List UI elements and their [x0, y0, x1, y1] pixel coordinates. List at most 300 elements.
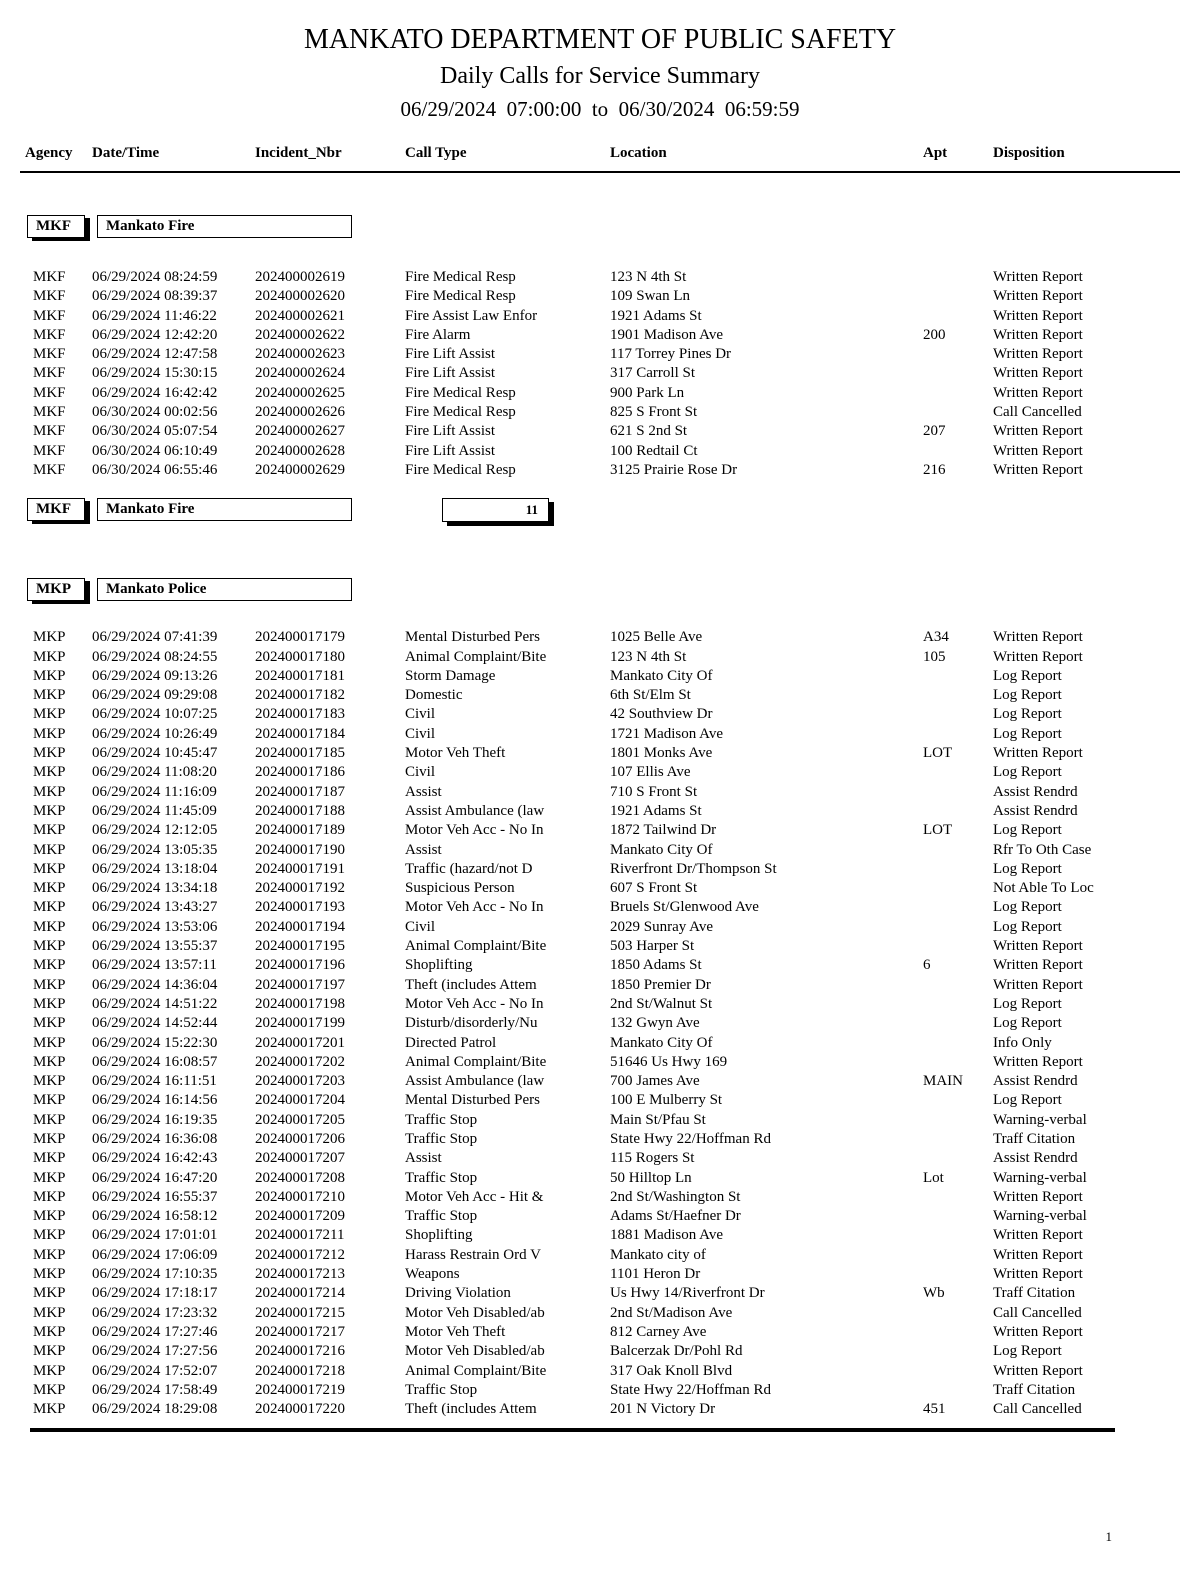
- cell-location: 1721 Madison Ave: [610, 725, 724, 742]
- cell-disposition: Written Report: [993, 442, 1083, 459]
- header-rule: [20, 171, 1180, 173]
- cell-agency: MKF: [33, 384, 66, 401]
- cell-apt: [923, 802, 993, 821]
- call-row: [33, 628, 1200, 647]
- cell-incident-nbr: 202400017188: [255, 802, 345, 819]
- cell-agency: MKF: [33, 365, 66, 382]
- cell-disposition: Rfr To Oth Case: [993, 841, 1092, 858]
- cell-agency: MKF: [33, 346, 66, 363]
- cell-apt: [923, 1362, 993, 1381]
- cell-agency: MKP: [33, 1092, 66, 1109]
- cell-apt: [923, 1304, 993, 1323]
- cell-datetime: 06/29/2024 12:12:05: [92, 822, 218, 839]
- cell-datetime: 06/29/2024 15:22:30: [92, 1034, 218, 1051]
- call-row: [33, 307, 1200, 326]
- cell-agency: MKP: [33, 995, 66, 1012]
- cell-disposition: Log Report: [993, 764, 1062, 781]
- cell-location: 2nd St/Washington St: [610, 1188, 741, 1205]
- cell-datetime: 06/29/2024 13:18:04: [92, 860, 218, 877]
- cell-disposition: Traff Citation: [993, 1285, 1076, 1302]
- cell-disposition: Info Only: [993, 1034, 1052, 1051]
- cell-apt: Lot: [923, 1169, 944, 1186]
- cell-location: Mankato City Of: [610, 841, 713, 858]
- cell-apt: 6: [923, 957, 931, 974]
- column-header-datetime: Date/Time: [92, 145, 160, 161]
- cell-agency: MKF: [33, 288, 66, 305]
- cell-apt: [923, 1342, 993, 1361]
- cell-incident-nbr: 202400017209: [255, 1208, 345, 1225]
- cell-call-type: Motor Veh Acc - No In: [405, 822, 544, 839]
- cell-agency: MKP: [33, 725, 66, 742]
- cell-incident-nbr: 202400017182: [255, 687, 345, 704]
- cell-location: 812 Carney Ave: [610, 1323, 707, 1340]
- cell-incident-nbr: 202400017190: [255, 841, 345, 858]
- cell-apt: [923, 898, 993, 917]
- cell-incident-nbr: 202400017218: [255, 1362, 345, 1379]
- cell-incident-nbr: 202400017203: [255, 1073, 345, 1090]
- cell-disposition: Written Report: [993, 423, 1083, 440]
- cell-call-type: Traffic Stop: [405, 1381, 478, 1398]
- cell-datetime: 06/29/2024 17:01:01: [92, 1227, 218, 1244]
- cell-agency: MKP: [33, 1073, 66, 1090]
- cell-call-type: Fire Medical Resp: [405, 269, 516, 285]
- cell-disposition: Call Cancelled: [993, 1304, 1082, 1321]
- call-row: [33, 821, 1200, 840]
- cell-disposition: Written Report: [993, 1246, 1083, 1263]
- cell-call-type: Fire Medical Resp: [405, 404, 516, 421]
- cell-datetime: 06/29/2024 13:55:37: [92, 938, 218, 955]
- call-row: [33, 976, 1200, 995]
- cell-datetime: 06/29/2024 16:47:20: [92, 1169, 218, 1186]
- cell-agency: MKP: [33, 899, 66, 916]
- cell-datetime: 06/29/2024 17:27:56: [92, 1343, 218, 1360]
- cell-apt: [923, 976, 993, 995]
- cell-location: State Hwy 22/Hoffman Rd: [610, 1130, 771, 1147]
- cell-agency: MKF: [33, 423, 66, 440]
- call-row: [33, 1014, 1200, 1033]
- cell-apt: [923, 783, 993, 802]
- cell-apt: [923, 705, 993, 724]
- cell-datetime: 06/29/2024 16:08:57: [92, 1053, 218, 1070]
- cell-incident-nbr: 202400002625: [255, 384, 345, 401]
- cell-disposition: Written Report: [993, 1362, 1083, 1379]
- column-header-call-type: Call Type: [405, 145, 467, 161]
- cell-call-type: Fire Lift Assist: [405, 346, 496, 363]
- cell-datetime: 06/30/2024 00:02:56: [92, 404, 218, 421]
- cell-incident-nbr: 202400017195: [255, 938, 345, 955]
- cell-datetime: 06/29/2024 11:45:09: [92, 802, 217, 819]
- cell-call-type: Motor Veh Disabled/ab: [405, 1304, 545, 1321]
- page-number: 1: [1105, 1529, 1112, 1544]
- cell-datetime: 06/29/2024 17:27:46: [92, 1323, 218, 1340]
- cell-disposition: Written Report: [993, 1266, 1083, 1283]
- call-row: [33, 744, 1200, 763]
- cell-agency: MKP: [33, 918, 66, 935]
- cell-call-type: Driving Violation: [405, 1285, 511, 1302]
- cell-agency: MKP: [33, 1381, 66, 1398]
- cell-disposition: Log Report: [993, 706, 1062, 723]
- cell-datetime: 06/29/2024 09:13:26: [92, 667, 218, 684]
- column-header-agency: Agency: [25, 145, 73, 161]
- cell-apt: 200: [923, 326, 946, 343]
- call-row: [33, 1381, 1200, 1400]
- cell-agency: MKP: [33, 841, 66, 858]
- cell-disposition: Written Report: [993, 976, 1083, 993]
- cell-location: 317 Carroll St: [610, 365, 695, 382]
- cell-disposition: Written Report: [993, 648, 1083, 665]
- cell-incident-nbr: 202400002622: [255, 326, 345, 343]
- cell-call-type: Assist Ambulance (law: [405, 1073, 545, 1090]
- cell-incident-nbr: 202400002626: [255, 404, 345, 421]
- cell-disposition: Log Report: [993, 822, 1062, 839]
- call-row: [33, 1149, 1200, 1168]
- cell-agency: MKP: [33, 1111, 66, 1128]
- cell-call-type: Assist: [405, 783, 442, 800]
- sections-container: [0, 215, 1200, 1419]
- cell-apt: [923, 725, 993, 744]
- bottom-rule: [30, 1428, 1115, 1432]
- call-row: [33, 364, 1200, 383]
- cell-location: 115 Rogers St: [610, 1150, 695, 1167]
- cell-agency: MKP: [33, 860, 66, 877]
- cell-agency: MKP: [33, 745, 66, 762]
- cell-disposition: Log Report: [993, 899, 1062, 916]
- cell-incident-nbr: 202400017207: [255, 1150, 345, 1167]
- cell-apt: [923, 364, 993, 383]
- cell-apt: [923, 841, 993, 860]
- cell-apt: 451: [923, 1401, 946, 1418]
- cell-apt: [923, 1381, 993, 1400]
- cell-agency: MKP: [33, 648, 66, 665]
- cell-apt: [923, 1053, 993, 1072]
- cell-agency: MKP: [33, 1015, 66, 1032]
- cell-call-type: Fire Medical Resp: [405, 288, 516, 305]
- cell-datetime: 06/29/2024 17:52:07: [92, 1362, 218, 1379]
- section-footer-bar: [27, 498, 1200, 522]
- cell-datetime: 06/29/2024 16:42:42: [92, 384, 218, 401]
- cell-agency: MKF: [33, 461, 66, 478]
- cell-incident-nbr: 202400017194: [255, 918, 345, 935]
- cell-apt: [923, 307, 993, 326]
- cell-call-type: Assist Ambulance (law: [405, 802, 545, 819]
- cell-disposition: Warning-verbal: [993, 1208, 1087, 1225]
- cell-disposition: Written Report: [993, 745, 1083, 762]
- cell-apt: [923, 268, 993, 287]
- cell-agency: MKP: [33, 1343, 66, 1360]
- cell-agency: MKP: [33, 1401, 66, 1418]
- cell-call-type: Assist: [405, 1150, 442, 1167]
- cell-apt: [923, 937, 993, 956]
- cell-location: 51646 Us Hwy 169: [610, 1053, 728, 1070]
- cell-call-type: Theft (includes Attem: [405, 976, 537, 993]
- cell-call-type: Theft (includes Attem: [405, 1401, 537, 1418]
- cell-call-type: Traffic Stop: [405, 1169, 478, 1186]
- cell-incident-nbr: 202400017217: [255, 1323, 345, 1340]
- call-row: [33, 918, 1200, 937]
- cell-datetime: 06/30/2024 05:07:54: [92, 423, 218, 440]
- cell-call-type: Shoplifting: [405, 957, 473, 974]
- cell-disposition: Not Able To Loc: [993, 880, 1094, 897]
- cell-apt: LOT: [923, 822, 953, 839]
- cell-agency: MKP: [33, 802, 66, 819]
- cell-location: Main St/Pfau St: [610, 1111, 706, 1128]
- cell-apt: LOT: [923, 745, 953, 762]
- cell-disposition: Log Report: [993, 995, 1062, 1012]
- cell-location: Adams St/Haefner Dr: [610, 1208, 741, 1225]
- cell-disposition: Call Cancelled: [993, 404, 1082, 421]
- cell-datetime: 06/29/2024 13:34:18: [92, 880, 218, 897]
- call-row: [33, 326, 1200, 345]
- cell-call-type: Assist: [405, 841, 442, 858]
- cell-agency: MKP: [33, 764, 66, 781]
- cell-agency: MKF: [33, 269, 66, 285]
- cell-call-type: Animal Complaint/Bite: [405, 1053, 547, 1070]
- cell-disposition: Written Report: [993, 269, 1083, 285]
- section-name-box: Mankato Fire: [97, 498, 352, 521]
- cell-datetime: 06/29/2024 17:10:35: [92, 1266, 218, 1283]
- cell-apt: 216: [923, 461, 946, 478]
- cell-location: 1025 Belle Ave: [610, 629, 703, 646]
- call-row: [33, 841, 1200, 860]
- column-header-disposition: Disposition: [993, 145, 1065, 161]
- cell-call-type: Disturb/disorderly/Nu: [405, 1015, 538, 1032]
- call-row: [33, 1188, 1200, 1207]
- call-row: [33, 1226, 1200, 1245]
- column-headers-row: [25, 144, 1200, 163]
- cell-call-type: Shoplifting: [405, 1227, 473, 1244]
- cell-agency: MKP: [33, 880, 66, 897]
- cell-location: 1850 Adams St: [610, 957, 702, 974]
- cell-call-type: Motor Veh Acc - Hit &: [405, 1188, 544, 1205]
- cell-location: 123 N 4th St: [610, 269, 687, 285]
- cell-disposition: Written Report: [993, 938, 1083, 955]
- cell-incident-nbr: 202400017199: [255, 1015, 345, 1032]
- cell-datetime: 06/29/2024 13:43:27: [92, 899, 218, 916]
- cell-disposition: Warning-verbal: [993, 1111, 1087, 1128]
- cell-location: 107 Ellis Ave: [610, 764, 691, 781]
- document-page: [0, 24, 1200, 1544]
- section-mkf: [0, 215, 1200, 522]
- cell-agency: MKP: [33, 667, 66, 684]
- cell-call-type: Suspicious Person: [405, 880, 515, 897]
- cell-location: Bruels St/Glenwood Ave: [610, 899, 759, 916]
- cell-agency: MKP: [33, 1266, 66, 1283]
- cell-incident-nbr: 202400017197: [255, 976, 345, 993]
- cell-disposition: Log Report: [993, 1092, 1062, 1109]
- cell-agency: MKP: [33, 1188, 66, 1205]
- cell-datetime: 06/29/2024 16:19:35: [92, 1111, 218, 1128]
- cell-location: Mankato City Of: [610, 1034, 713, 1051]
- section-name-box: Mankato Police: [97, 578, 352, 601]
- cell-agency: MKP: [33, 1227, 66, 1244]
- cell-disposition: Written Report: [993, 957, 1083, 974]
- cell-agency: MKF: [33, 442, 66, 459]
- cell-agency: MKP: [33, 822, 66, 839]
- cell-incident-nbr: 202400002629: [255, 461, 345, 478]
- cell-apt: Wb: [923, 1285, 945, 1302]
- cell-disposition: Written Report: [993, 288, 1083, 305]
- cell-call-type: Mental Disturbed Pers: [405, 1092, 540, 1109]
- cell-incident-nbr: 202400017206: [255, 1130, 345, 1147]
- call-row: [33, 802, 1200, 821]
- cell-location: 710 S Front St: [610, 783, 698, 800]
- call-row: [33, 403, 1200, 422]
- cell-apt: [923, 879, 993, 898]
- cell-datetime: 06/29/2024 12:47:58: [92, 346, 218, 363]
- cell-datetime: 06/29/2024 15:30:15: [92, 365, 218, 382]
- cell-call-type: Motor Veh Theft: [405, 745, 506, 762]
- cell-apt: [923, 287, 993, 306]
- cell-disposition: Assist Rendrd: [993, 802, 1078, 819]
- call-row: [33, 1265, 1200, 1284]
- cell-agency: MKF: [33, 326, 66, 343]
- column-header-incident-nbr: Incident_Nbr: [255, 145, 342, 161]
- cell-location: 2nd St/Walnut St: [610, 995, 713, 1012]
- call-row: [33, 1323, 1200, 1342]
- call-row: [33, 268, 1200, 287]
- cell-incident-nbr: 202400017193: [255, 899, 345, 916]
- cell-apt: [923, 442, 993, 461]
- cell-datetime: 06/30/2024 06:10:49: [92, 442, 218, 459]
- call-row: [33, 783, 1200, 802]
- cell-location: 3125 Prairie Rose Dr: [610, 461, 738, 478]
- cell-incident-nbr: 202400017196: [255, 957, 345, 974]
- cell-disposition: Written Report: [993, 1188, 1083, 1205]
- cell-disposition: Assist Rendrd: [993, 1073, 1078, 1090]
- section-mkp: [0, 578, 1200, 1419]
- cell-call-type: Civil: [405, 764, 436, 781]
- cell-call-type: Animal Complaint/Bite: [405, 1362, 547, 1379]
- cell-disposition: Written Report: [993, 346, 1083, 363]
- cell-call-type: Animal Complaint/Bite: [405, 938, 547, 955]
- cell-call-type: Civil: [405, 706, 436, 723]
- call-row: [33, 763, 1200, 782]
- cell-agency: MKP: [33, 1323, 66, 1340]
- call-row: [33, 686, 1200, 705]
- call-row: [33, 1246, 1200, 1265]
- cell-location: Mankato City Of: [610, 667, 713, 684]
- cell-incident-nbr: 202400017202: [255, 1053, 345, 1070]
- call-row: [33, 648, 1200, 667]
- cell-apt: [923, 918, 993, 937]
- cell-datetime: 06/29/2024 08:39:37: [92, 288, 218, 305]
- cell-apt: [923, 1207, 993, 1226]
- cell-apt: A34: [923, 629, 949, 646]
- cell-agency: MKP: [33, 1169, 66, 1186]
- section-code-box: MKF: [27, 215, 85, 238]
- cell-call-type: Fire Assist Law Enfor: [405, 307, 538, 324]
- cell-incident-nbr: 202400017179: [255, 629, 345, 646]
- cell-apt: [923, 1034, 993, 1053]
- cell-agency: MKP: [33, 1130, 66, 1147]
- cell-apt: [923, 667, 993, 686]
- cell-datetime: 06/29/2024 18:29:08: [92, 1401, 218, 1418]
- cell-call-type: Domestic: [405, 687, 463, 704]
- cell-incident-nbr: 202400017181: [255, 667, 345, 684]
- cell-disposition: Written Report: [993, 365, 1083, 382]
- cell-location: 1901 Madison Ave: [610, 326, 724, 343]
- cell-incident-nbr: 202400017204: [255, 1092, 345, 1109]
- cell-disposition: Log Report: [993, 860, 1062, 877]
- call-row: [33, 1304, 1200, 1323]
- cell-datetime: 06/29/2024 16:14:56: [92, 1092, 218, 1109]
- cell-location: 317 Oak Knoll Blvd: [610, 1362, 733, 1379]
- cell-agency: MKF: [33, 307, 66, 324]
- column-header-apt: Apt: [923, 145, 948, 161]
- call-row: [33, 345, 1200, 364]
- cell-location: Mankato city of: [610, 1246, 706, 1263]
- cell-apt: [923, 860, 993, 879]
- call-row: [33, 1111, 1200, 1130]
- cell-apt: [923, 763, 993, 782]
- report-title: MANKATO DEPARTMENT OF PUBLIC SAFETY: [303, 24, 897, 55]
- cell-apt: [923, 1091, 993, 1110]
- cell-location: 2029 Sunray Ave: [610, 918, 714, 935]
- call-row: [33, 705, 1200, 724]
- section-header-bar: [27, 578, 1200, 602]
- cell-location: Us Hwy 14/Riverfront Dr: [610, 1285, 765, 1302]
- cell-incident-nbr: 202400002621: [255, 307, 345, 324]
- cell-datetime: 06/29/2024 17:18:17: [92, 1285, 218, 1302]
- cell-datetime: 06/29/2024 10:45:47: [92, 745, 218, 762]
- cell-call-type: Fire Lift Assist: [405, 423, 496, 440]
- cell-datetime: 06/29/2024 14:51:22: [92, 995, 218, 1012]
- cell-location: 503 Harper St: [610, 938, 695, 955]
- cell-call-type: Fire Medical Resp: [405, 384, 516, 401]
- cell-datetime: 06/29/2024 10:07:25: [92, 706, 218, 723]
- cell-location: 1850 Premier Dr: [610, 976, 711, 993]
- cell-incident-nbr: 202400017201: [255, 1034, 345, 1051]
- cell-disposition: Call Cancelled: [993, 1401, 1082, 1418]
- cell-call-type: Civil: [405, 918, 436, 935]
- cell-datetime: 06/29/2024 09:29:08: [92, 687, 218, 704]
- cell-incident-nbr: 202400017216: [255, 1343, 345, 1360]
- cell-call-type: Fire Lift Assist: [405, 365, 496, 382]
- call-row: [33, 1034, 1200, 1053]
- cell-disposition: Written Report: [993, 1323, 1083, 1340]
- cell-apt: [923, 1226, 993, 1245]
- cell-agency: MKP: [33, 976, 66, 993]
- cell-disposition: Traff Citation: [993, 1381, 1076, 1398]
- cell-datetime: 06/29/2024 12:42:20: [92, 326, 218, 343]
- cell-apt: [923, 1323, 993, 1342]
- cell-incident-nbr: 202400002627: [255, 423, 345, 440]
- cell-incident-nbr: 202400017215: [255, 1304, 345, 1321]
- report-subtitle: Daily Calls for Service Summary: [440, 63, 760, 89]
- column-header-location: Location: [610, 145, 667, 161]
- cell-datetime: 06/29/2024 16:36:08: [92, 1130, 218, 1147]
- cell-location: 825 S Front St: [610, 404, 698, 421]
- cell-agency: MKP: [33, 629, 66, 646]
- cell-incident-nbr: 202400017191: [255, 860, 345, 877]
- cell-disposition: Written Report: [993, 307, 1083, 324]
- call-row: [33, 725, 1200, 744]
- cell-call-type: Weapons: [405, 1266, 460, 1283]
- section-code-box: MKF: [27, 498, 85, 521]
- cell-agency: MKP: [33, 1034, 66, 1051]
- cell-location: 117 Torrey Pines Dr: [610, 346, 732, 363]
- cell-apt: MAIN: [923, 1073, 963, 1090]
- cell-agency: MKP: [33, 783, 66, 800]
- cell-location: 2nd St/Madison Ave: [610, 1304, 733, 1321]
- cell-apt: [923, 1188, 993, 1207]
- call-row: [33, 667, 1200, 686]
- cell-location: 132 Gwyn Ave: [610, 1015, 700, 1032]
- cell-disposition: Warning-verbal: [993, 1169, 1087, 1186]
- cell-call-type: Fire Lift Assist: [405, 442, 496, 459]
- cell-datetime: 06/29/2024 08:24:55: [92, 648, 218, 665]
- cell-disposition: Written Report: [993, 326, 1083, 343]
